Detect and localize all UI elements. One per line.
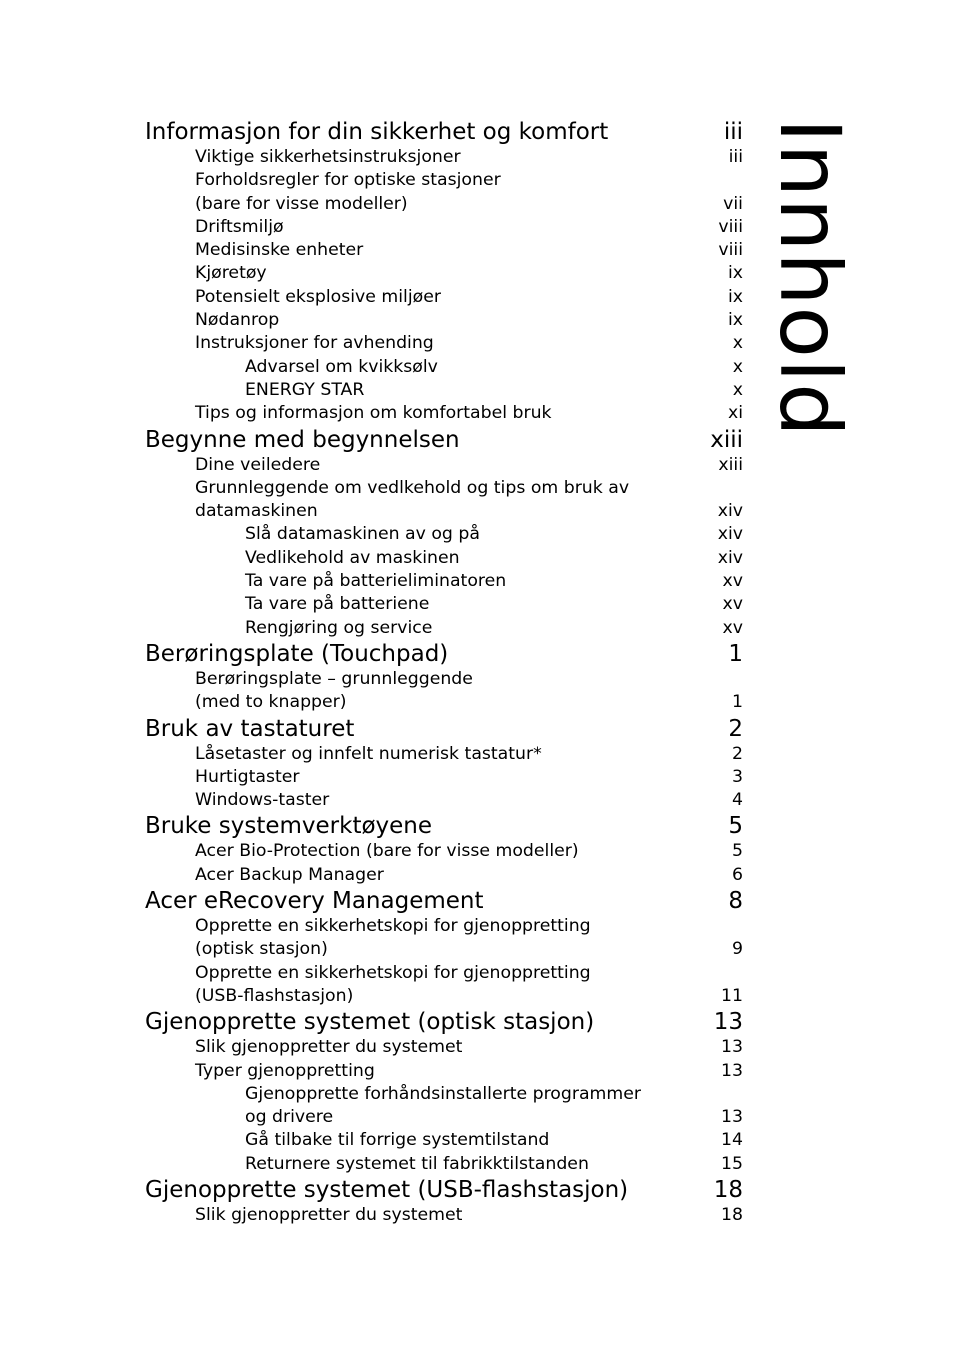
toc-page-number: 9 [732, 939, 743, 960]
toc-page-number: x [732, 356, 743, 377]
toc-entry-row[interactable] [145, 193, 743, 216]
toc-entry-row[interactable] [145, 570, 743, 593]
toc-entry-title: (optisk stasjon) [195, 939, 328, 960]
toc-entry-title: Advarsel om kvikksølv [245, 356, 438, 377]
toc-entry-row[interactable] [145, 1204, 743, 1227]
toc-page-number: xiv [717, 524, 743, 545]
toc-page-number: ix [727, 286, 743, 307]
toc-page-number: 4 [732, 790, 743, 811]
toc-chapter-title: Informasjon for din sikkerhet og komfort [145, 119, 609, 145]
toc-entry-title: og drivere [245, 1107, 334, 1128]
toc-page-number: 2 [728, 715, 743, 742]
toc-entry-title: datamaskinen [195, 501, 318, 522]
toc-page-number: xiii [718, 454, 743, 475]
toc-page-number: 11 [721, 985, 743, 1006]
toc-page-number: 1 [732, 692, 743, 713]
toc-entry-row[interactable] [145, 547, 743, 570]
toc-chapter-title: Gjenopprette systemet (USB-flashstasjon) [145, 1176, 629, 1203]
toc-entry-title: Vedlikehold av maskinen [245, 547, 460, 568]
toc-entry-title: Ta vare på batterieliminatoren [245, 571, 507, 592]
toc-page-number: 1 [728, 640, 743, 667]
toc-page-number: vii [723, 193, 743, 214]
page-title: Innhold [761, 118, 859, 438]
toc-entry-title: Berøringsplate – grunnleggende [195, 668, 473, 689]
toc-entry-title: Hurtigtaster [195, 766, 300, 787]
toc-page-number: ix [727, 310, 743, 331]
toc-page-number: xiv [717, 547, 743, 568]
toc-chapter-row[interactable] [145, 887, 743, 915]
table-of-contents [145, 118, 743, 1227]
toc-entry-row[interactable] [145, 1083, 743, 1106]
toc-page-number: 14 [721, 1130, 743, 1151]
toc-page-number: 6 [732, 864, 743, 885]
toc-entry-title: Acer Bio-Protection (bare for visse modeller) [195, 841, 579, 862]
toc-entry-row[interactable] [145, 668, 743, 691]
toc-entry-title: Gå tilbake til forrige systemtilstand [245, 1130, 550, 1151]
toc-entry-row[interactable] [145, 169, 743, 192]
toc-page-number: iii [728, 147, 743, 167]
toc-page-number: x [732, 379, 743, 400]
toc-entry-row[interactable] [145, 1060, 743, 1083]
toc-page-number: xi [727, 403, 743, 424]
toc-entry-title: Opprette en sikkerhetskopi for gjenoppretting [195, 916, 591, 937]
toc-entry-title: Acer Backup Manager [195, 864, 384, 885]
toc-entry-row[interactable] [145, 789, 743, 812]
toc-entry-row[interactable] [145, 1106, 743, 1129]
toc-entry-title: Instruksjoner for avhending [195, 333, 434, 354]
toc-entry-title: Viktige sikkerhetsinstruksjoner [195, 147, 461, 167]
toc-entry-row[interactable] [145, 286, 743, 309]
toc-entry-row[interactable] [145, 743, 743, 766]
toc-entry-row[interactable] [145, 1129, 743, 1152]
toc-entry-row[interactable] [145, 1036, 743, 1059]
toc-entry-title: Windows-taster [195, 790, 330, 811]
toc-page-number: 13 [721, 1060, 743, 1081]
toc-page-number: viii [718, 216, 743, 237]
toc-page-number: ix [727, 263, 743, 284]
toc-entry-row[interactable] [145, 379, 743, 402]
toc-entry-title: Slå datamaskinen av og på [245, 524, 480, 545]
toc-entry-title: Slik gjenoppretter du systemet [195, 1204, 463, 1225]
toc-entry-row[interactable] [145, 454, 743, 477]
toc-page-number: 5 [728, 813, 743, 840]
toc-entry-row[interactable] [145, 523, 743, 546]
toc-entry-title: Gjenopprette forhåndsinstallerte programmer [245, 1083, 641, 1104]
toc-entry-title: Kjøretøy [195, 263, 267, 284]
toc-entry-title: (USB-flashstasjon) [195, 985, 354, 1006]
toc-entry-row[interactable] [145, 356, 743, 379]
toc-entry-row[interactable] [145, 262, 743, 285]
toc-entry-row[interactable] [145, 309, 743, 332]
toc-page-number: 15 [721, 1153, 743, 1174]
toc-entry-row[interactable] [145, 477, 743, 500]
toc-entry-row[interactable] [145, 500, 743, 523]
toc-entry-row[interactable] [145, 864, 743, 887]
toc-entry-row[interactable] [145, 691, 743, 714]
toc-chapter-row[interactable] [145, 715, 743, 743]
toc-entry-title: Typer gjenoppretting [195, 1060, 375, 1081]
toc-entry-title: Medisinske enheter [195, 240, 364, 261]
toc-page-number: xv [722, 617, 743, 638]
toc-page-number: xv [722, 594, 743, 615]
toc-page-number: 13 [721, 1037, 743, 1058]
toc-entry-row[interactable] [145, 985, 743, 1008]
toc-page-number: 13 [721, 1107, 743, 1128]
toc-page-number: iii [723, 119, 743, 145]
toc-entry-row[interactable] [145, 1153, 743, 1176]
toc-entry-title: Driftsmiljø [195, 216, 284, 237]
toc-page-number: 13 [713, 1009, 743, 1036]
toc-chapter-row[interactable] [145, 640, 743, 668]
toc-chapter-row[interactable] [145, 812, 743, 840]
toc-entry-row[interactable] [145, 402, 743, 425]
toc-chapter-row[interactable] [145, 1176, 743, 1204]
toc-page-number: 5 [732, 841, 743, 862]
toc-chapter-title: Gjenopprette systemet (optisk stasjon) [145, 1009, 595, 1036]
toc-entry-row[interactable] [145, 840, 743, 863]
toc-entry-row[interactable] [145, 766, 743, 789]
toc-entry-row[interactable] [145, 962, 743, 985]
toc-entry-row[interactable] [145, 146, 743, 169]
toc-entry-title: Ta vare på batteriene [245, 594, 430, 615]
toc-entry-row[interactable] [145, 915, 743, 938]
toc-entry-title: Låsetaster og innfelt numerisk tastatur* [195, 743, 542, 764]
toc-entry-row[interactable] [145, 239, 743, 262]
toc-page-number: x [732, 333, 743, 354]
toc-entry-title: Forholdsregler for optiske stasjoner [195, 170, 501, 191]
toc-entry-title: Dine veiledere [195, 454, 321, 475]
toc-entry-row[interactable] [145, 216, 743, 239]
toc-chapter-row[interactable] [145, 118, 743, 146]
toc-chapter-title: Bruk av tastaturet [145, 715, 355, 742]
toc-entry-title: Grunnleggende om vedlkehold og tips om bruk av [195, 477, 630, 498]
toc-page-number: xiii [710, 426, 743, 453]
toc-chapter-title: Begynne med begynnelsen [145, 426, 460, 453]
toc-chapter-row[interactable] [145, 426, 743, 454]
toc-entry-row[interactable] [145, 593, 743, 616]
toc-chapter-title: Acer eRecovery Management [145, 888, 484, 915]
toc-page-number: viii [718, 240, 743, 261]
toc-entry-title: ENERGY STAR [245, 379, 365, 400]
toc-entry-title: Nødanrop [195, 310, 280, 331]
toc-entry-row[interactable] [145, 938, 743, 961]
toc-page-number: 3 [732, 766, 743, 787]
toc-page-number: 2 [732, 743, 743, 764]
toc-entry-title: (med to knapper) [195, 692, 347, 713]
toc-entry-title: Returnere systemet til fabrikktilstanden [245, 1153, 589, 1174]
toc-entry-title: Tips og informasjon om komfortabel bruk [195, 403, 552, 424]
toc-entry-title: Potensielt eksplosive miljøer [195, 286, 441, 307]
toc-chapter-row[interactable] [145, 1008, 743, 1036]
toc-chapter-title: Bruke systemverktøyene [145, 813, 433, 840]
toc-page-number: xiv [717, 501, 743, 522]
toc-entry-row[interactable] [145, 332, 743, 355]
toc-entry-title: Slik gjenoppretter du systemet [195, 1037, 463, 1058]
toc-page-number: xv [722, 571, 743, 592]
toc-page-number: 18 [721, 1204, 743, 1225]
toc-entry-title: Opprette en sikkerhetskopi for gjenoppretting [195, 962, 591, 983]
toc-entry-row[interactable] [145, 617, 743, 640]
toc-page-number: 18 [713, 1176, 743, 1203]
toc-chapter-title: Berøringsplate (Touchpad) [145, 640, 449, 667]
toc-page-number: 8 [728, 888, 743, 915]
toc-entry-title: Rengjøring og service [245, 617, 433, 638]
toc-entry-title: (bare for visse modeller) [195, 193, 408, 214]
